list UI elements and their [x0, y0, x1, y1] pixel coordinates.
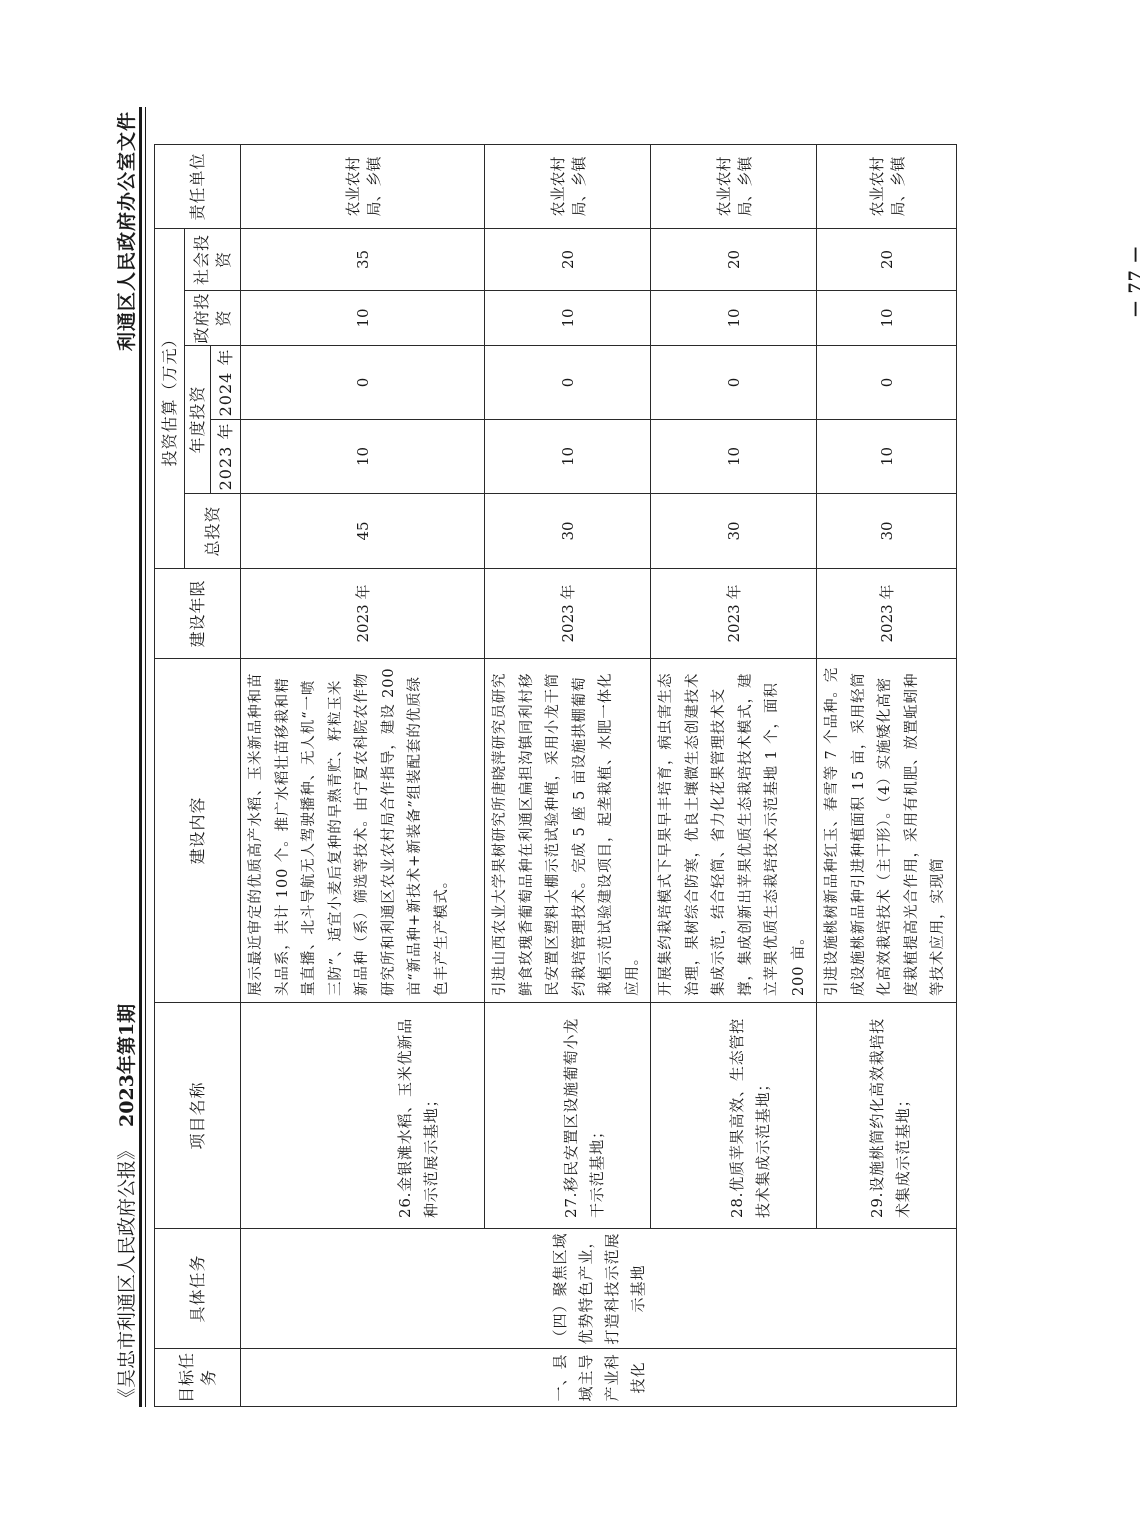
construction-content-cell: 引进设施桃树新品种红玉、春雪等 7 个品种。完成设施桃新品种引进种植面积 15 亩，采用轻简化高效栽培技术（主干形）。（4）实施矮化高密度栽植提高光合作用，采用有机肥、放置蚯蚓种等技术应用，实现简 — [817, 659, 957, 1003]
issue-label: 2023年第1期 — [116, 1003, 138, 1127]
total-investment-cell: 30 — [817, 494, 957, 569]
construction-content-cell: 展示最近审定的优质高产水稻、玉米新品种和苗头品系，共计 100 个。推广水稻壮苗移栽和精量直播、北斗导航无人驾驶播种、无人机“一喷三防”、适宜小麦后复种的早熟青贮、籽粒玉米新品种（系）筛选等技术。由宁夏农科院农作物研究所和利通区农业农村局合作指导，建设 200 亩“新品种+新技术+新装备”组装配套的优质绿色丰产生产模式。 — [241, 659, 485, 1003]
target-task-cell: 一、县域主导产业科技化 — [241, 1349, 957, 1407]
investment-2023-cell: 10 — [485, 420, 651, 494]
investment-2023-cell: 10 — [651, 420, 817, 494]
project-name-cell: 29.设施桃简约化高效栽培技术集成示范基地； — [817, 1003, 957, 1229]
build-period-cell: 2023 年 — [651, 569, 817, 659]
gov-investment-cell: 10 — [651, 291, 817, 346]
header-build-period: 建设年限 — [155, 569, 241, 659]
project-name-cell: 27.移民安置区设施葡萄小龙干示范基地； — [485, 1003, 651, 1229]
investment-2023-cell: 10 — [817, 420, 957, 494]
specific-task-cell: （四）聚焦区域优势特色产业，打造科技示范展示基地 — [241, 1229, 957, 1349]
responsible-unit-cell: 农业农村局、乡镇 — [241, 144, 485, 228]
investment-2023-cell: 10 — [241, 420, 485, 494]
project-name-cell: 26.金银滩水稻、玉米优新品种示范展示基地； — [241, 1003, 485, 1229]
social-investment-cell: 35 — [241, 228, 485, 290]
responsible-unit-cell: 农业农村局、乡镇 — [651, 144, 817, 228]
header-total-investment: 总投资 — [185, 494, 241, 569]
social-investment-cell: 20 — [651, 228, 817, 290]
header-annual-investment: 年度投资 — [185, 346, 211, 494]
publication-title: 《吴忠市利通区人民政府公报》 — [116, 1140, 138, 1407]
construction-content-cell: 引进山西农业大学果树研究所唐晓萍研究员研究鲜食玫瑰香葡萄品种在利通区扁担沟镇同利村移民安置区塑料大棚示范试验种植，采用小龙干简约栽培管理技术。完成 5 座 5 亩设施拱棚葡萄栽植示范试验建设项目，起垄栽植、水肥一体化应用。 — [485, 659, 651, 1003]
investment-2024-cell: 0 — [485, 346, 651, 420]
table-row — [485, 144, 651, 1406]
header-specific-task: 具体任务 — [155, 1229, 241, 1349]
build-period-cell: 2023 年 — [817, 569, 957, 659]
total-investment-cell: 30 — [485, 494, 651, 569]
investment-2024-cell: 0 — [241, 346, 485, 420]
table-row — [651, 144, 817, 1406]
investment-table — [154, 144, 957, 1407]
responsible-unit-cell: 农业农村局、乡镇 — [485, 144, 651, 228]
header-project-name: 项目名称 — [155, 1003, 241, 1229]
build-period-cell: 2023 年 — [485, 569, 651, 659]
header-year-2024: 2024 年 — [211, 346, 241, 420]
project-name-cell: 28.优质苹果高效、生态管控技术集成示范基地； — [651, 1003, 817, 1229]
running-header-left — [112, 1004, 139, 1407]
header-gov-investment: 政府投资 — [185, 291, 241, 346]
construction-content-cell: 开展集约栽培模式下早果早丰培育，病虫害生态治理，果树综合防寒，优良土壤微生态创建技术集成示范，结合轻简、省力化花果管理技术支撑，集成创新出苹果优质生态栽培技术模式，建立苹果优质生态栽培技术示范基地 1 个，面积 200 亩。 — [651, 659, 817, 1003]
header-rule-thin — [145, 107, 146, 1407]
header-investment-estimate: 投资估算（万元） — [155, 228, 185, 568]
build-period-cell: 2023 年 — [241, 569, 485, 659]
investment-2024-cell: 0 — [651, 346, 817, 420]
header-rule-thick — [139, 107, 142, 1407]
rotated-page-content — [112, 107, 1144, 1407]
header-target-task: 目标任务 — [155, 1349, 241, 1407]
table-row — [817, 144, 957, 1406]
header-row-1 — [155, 144, 185, 1406]
investment-2024-cell: 0 — [817, 346, 957, 420]
running-header-right: 利通区人民政府办公室文件 — [116, 111, 138, 352]
social-investment-cell: 20 — [485, 228, 651, 290]
gov-investment-cell: 10 — [241, 291, 485, 346]
gov-investment-cell: 10 — [817, 291, 957, 346]
header-year-2023: 2023 年 — [211, 420, 241, 494]
total-investment-cell: 45 — [241, 494, 485, 569]
header-social-investment: 社会投资 — [185, 228, 241, 290]
social-investment-cell: 20 — [817, 228, 957, 290]
page-number: — 77 — — [1125, 245, 1144, 317]
total-investment-cell: 30 — [651, 494, 817, 569]
responsible-unit-cell: 农业农村局、乡镇 — [817, 144, 957, 228]
table-row — [241, 144, 485, 1406]
gov-investment-cell: 10 — [485, 291, 651, 346]
header-responsible-unit: 责任单位 — [155, 144, 241, 228]
header-construction-content: 建设内容 — [155, 659, 241, 1003]
